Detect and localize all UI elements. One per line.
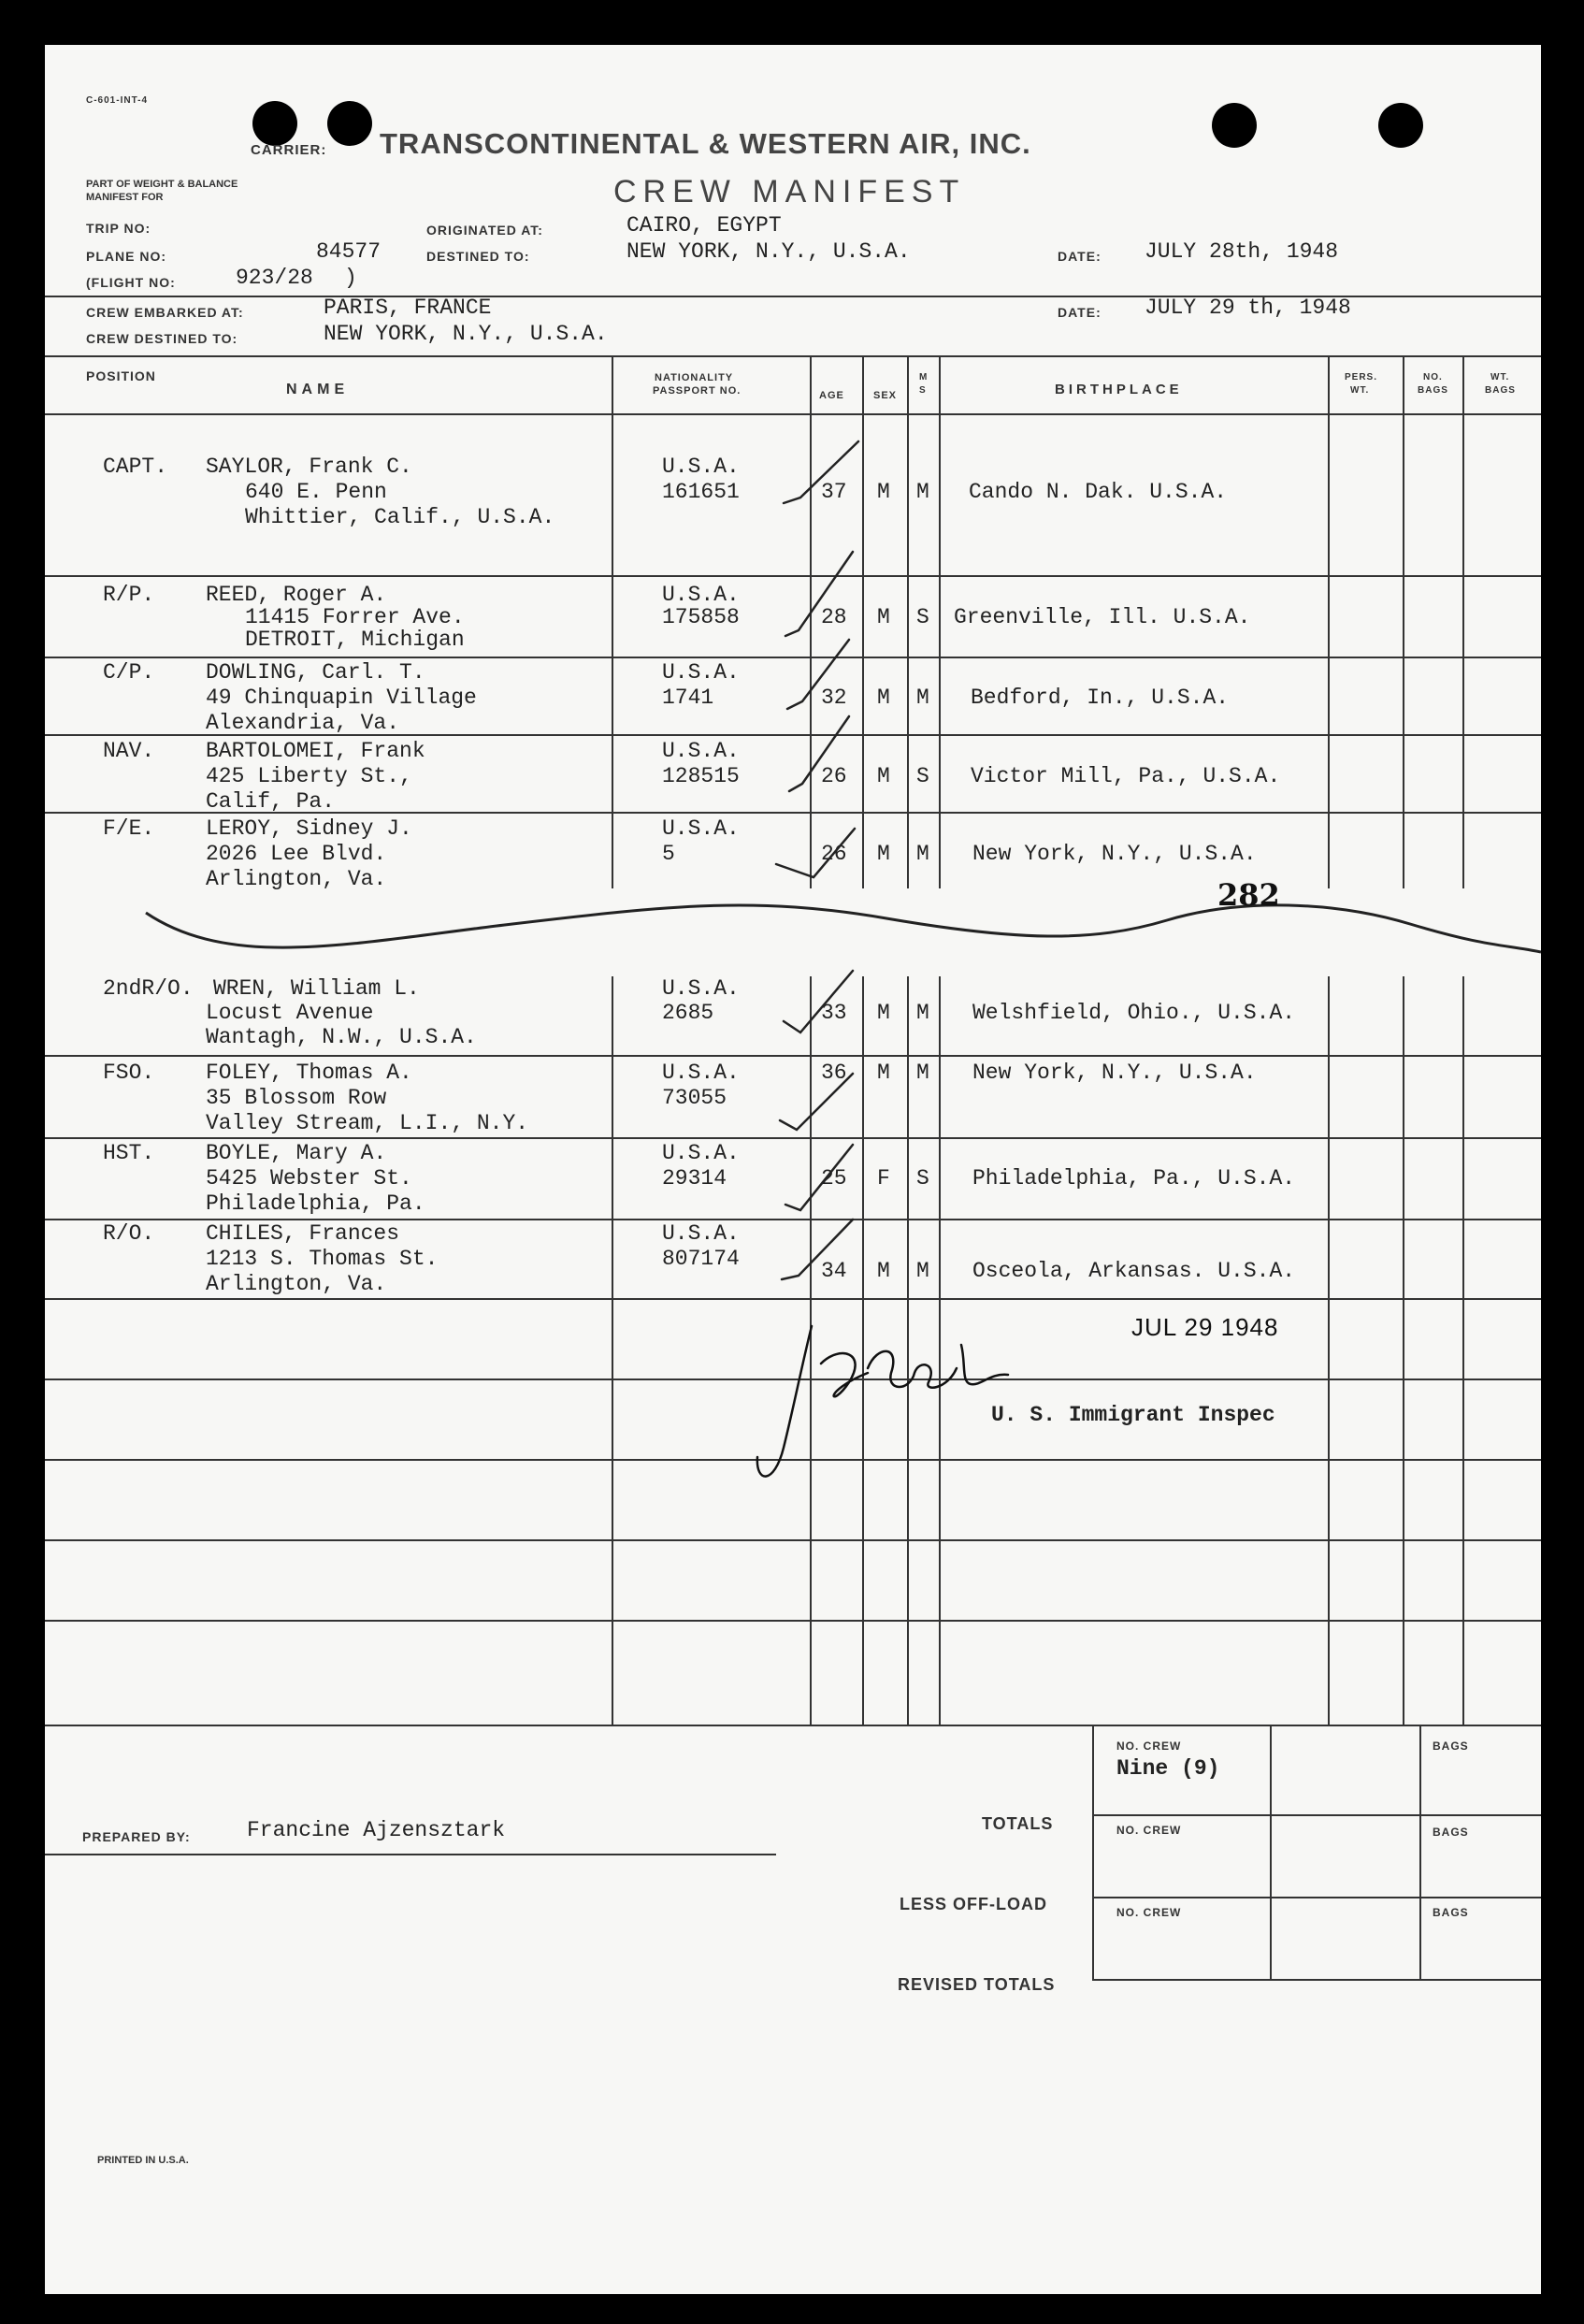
embark-date: JULY 29 th, 1948 bbox=[1145, 296, 1351, 320]
crew-address-1: 49 Chinquapin Village bbox=[206, 686, 477, 710]
revised-totals-label: REVISED TOTALS bbox=[898, 1975, 1056, 1994]
inspector-signature bbox=[737, 1279, 1055, 1504]
crew-marital: S bbox=[916, 764, 929, 788]
col-wt-bags-1: WT. bbox=[1490, 372, 1510, 383]
crew-position: R/P. bbox=[103, 583, 155, 607]
col-passport: PASSPORT NO. bbox=[653, 385, 742, 397]
col-wt-bags-2: BAGS bbox=[1485, 385, 1516, 396]
crew-address-2: Whittier, Calif., U.S.A. bbox=[245, 505, 555, 529]
crew-destined-to: NEW YORK, N.Y., U.S.A. bbox=[324, 322, 608, 346]
col-no-bags-1: NO. bbox=[1423, 372, 1443, 383]
document-title: CREW MANIFEST bbox=[613, 174, 966, 209]
crew-address-1: 425 Liberty St., bbox=[206, 764, 412, 788]
crew-marital: M bbox=[916, 842, 929, 866]
manifest-date: JULY 28th, 1948 bbox=[1145, 239, 1339, 264]
prepared-by: Francine Ajzensztark bbox=[247, 1818, 506, 1842]
crew-position: 2ndR/O. bbox=[103, 976, 194, 1001]
crew-address-2: Valley Stream, L.I., N.Y. bbox=[206, 1111, 529, 1135]
crew-address-2: Calif, Pa. bbox=[206, 789, 336, 814]
crew-passport: 5 bbox=[662, 842, 675, 866]
crew-sex: M bbox=[877, 686, 890, 710]
col-no-bags-2: BAGS bbox=[1418, 385, 1448, 396]
crew-position: R/O. bbox=[103, 1221, 155, 1246]
crew-address-2: Arlington, Va. bbox=[206, 867, 387, 891]
crew-nationality: U.S.A. bbox=[662, 455, 740, 479]
flight-close: ) bbox=[344, 266, 357, 290]
less-offload-label: LESS OFF-LOAD bbox=[900, 1895, 1047, 1913]
crew-nationality: U.S.A. bbox=[662, 976, 740, 1001]
crew-address-1: 640 E. Penn bbox=[245, 480, 387, 504]
crew-age: 32 bbox=[821, 686, 847, 710]
page-number: 282 bbox=[1217, 877, 1280, 913]
crew-passport: 2685 bbox=[662, 1001, 714, 1025]
totals-box-line bbox=[1092, 1979, 1541, 1981]
crew-position: FSO. bbox=[103, 1061, 155, 1085]
crew-name: WREN, William L. bbox=[213, 976, 420, 1001]
crew-sex: M bbox=[877, 1061, 890, 1085]
crew-age: 25 bbox=[821, 1166, 847, 1191]
crew-age: 28 bbox=[821, 605, 847, 629]
crew-nationality: U.S.A. bbox=[662, 739, 740, 763]
crew-nationality: U.S.A. bbox=[662, 1061, 740, 1085]
check-marks bbox=[45, 45, 1541, 1448]
crew-name: SAYLOR, Frank C. bbox=[206, 455, 412, 479]
crew-passport: 128515 bbox=[662, 764, 740, 788]
inspector-title: U. S. Immigrant Inspec bbox=[991, 1403, 1275, 1427]
crew-passport: 161651 bbox=[662, 480, 740, 504]
originated-at: CAIRO, EGYPT bbox=[626, 213, 782, 238]
crew-marital: M bbox=[916, 686, 929, 710]
crew-age: 33 bbox=[821, 1001, 847, 1025]
crew-address-2: Alexandria, Va. bbox=[206, 711, 400, 735]
crew-age: 36 bbox=[821, 1061, 847, 1085]
crew-destined-label: CREW DESTINED TO: bbox=[86, 331, 238, 346]
col-pers-wt-1: PERS. bbox=[1345, 372, 1378, 383]
totals-box-line bbox=[1270, 1726, 1272, 1981]
col-birthplace: BIRTHPLACE bbox=[1055, 382, 1183, 397]
no-crew-label: NO. CREW bbox=[1116, 1739, 1182, 1753]
crew-nationality: U.S.A. bbox=[662, 583, 740, 607]
prepared-label: PREPARED BY: bbox=[82, 1829, 191, 1844]
crew-sex: F bbox=[877, 1166, 890, 1191]
originated-label: ORIGINATED AT: bbox=[426, 223, 543, 238]
crew-birthplace: Greenville, Ill. U.S.A. bbox=[954, 605, 1251, 629]
crew-name: FOLEY, Thomas A. bbox=[206, 1061, 412, 1085]
crew-address-1: 35 Blossom Row bbox=[206, 1086, 387, 1110]
row-divider bbox=[45, 1620, 1541, 1622]
stamp-date: JUL 29 1948 bbox=[1131, 1313, 1279, 1341]
crew-birthplace: Victor Mill, Pa., U.S.A. bbox=[971, 764, 1281, 788]
totals-box-line bbox=[1092, 1897, 1541, 1898]
crew-position: C/P. bbox=[103, 660, 155, 685]
crew-address-1: 11415 Forrer Ave. bbox=[245, 605, 465, 629]
printed-in-usa: PRINTED IN U.S.A. bbox=[97, 2155, 189, 2166]
crew-address-2: DETROIT, Michigan bbox=[245, 628, 465, 652]
crew-birthplace: New York, N.Y., U.S.A. bbox=[972, 1061, 1257, 1085]
crew-address-1: 1213 S. Thomas St. bbox=[206, 1247, 439, 1271]
col-sex: SEX bbox=[873, 390, 898, 401]
crew-birthplace: Bedford, In., U.S.A. bbox=[971, 686, 1230, 710]
col-position: POSITION bbox=[86, 368, 156, 383]
plane-label: PLANE NO: bbox=[86, 249, 166, 264]
crew-address-2: Wantagh, N.W., U.S.A. bbox=[206, 1025, 477, 1049]
crew-sex: M bbox=[877, 842, 890, 866]
crew-birthplace: Osceola, Arkansas. U.S.A. bbox=[972, 1259, 1296, 1283]
crew-passport: 1741 bbox=[662, 686, 714, 710]
destined-to: NEW YORK, N.Y., U.S.A. bbox=[626, 239, 911, 264]
prepared-underline bbox=[45, 1854, 776, 1855]
crew-nationality: U.S.A. bbox=[662, 660, 740, 685]
no-crew-label: NO. CREW bbox=[1116, 1824, 1182, 1837]
row-divider bbox=[45, 1539, 1541, 1541]
crew-nationality: U.S.A. bbox=[662, 1141, 740, 1165]
embarked-label: CREW EMBARKED AT: bbox=[86, 305, 244, 320]
date-label-1: DATE: bbox=[1058, 249, 1102, 264]
crew-age: 34 bbox=[821, 1259, 847, 1283]
crew-passport: 73055 bbox=[662, 1086, 727, 1110]
crew-position: NAV. bbox=[103, 739, 155, 763]
total-crew: Nine (9) bbox=[1116, 1756, 1220, 1781]
crew-passport: 807174 bbox=[662, 1247, 740, 1271]
crew-marital: M bbox=[916, 480, 929, 504]
col-ms-s: S bbox=[919, 385, 927, 396]
crew-nationality: U.S.A. bbox=[662, 816, 740, 841]
crew-position: F/E. bbox=[103, 816, 155, 841]
crew-sex: M bbox=[877, 1001, 890, 1025]
carrier-label: CARRIER: bbox=[251, 142, 327, 158]
form-code: C-601-INT-4 bbox=[86, 95, 149, 106]
bags-label: BAGS bbox=[1433, 1739, 1469, 1753]
crew-age: 26 bbox=[821, 842, 847, 866]
crew-name: BARTOLOMEI, Frank bbox=[206, 739, 425, 763]
crew-address-2: Arlington, Va. bbox=[206, 1272, 387, 1296]
bags-label: BAGS bbox=[1433, 1906, 1469, 1919]
crew-age: 37 bbox=[821, 480, 847, 504]
bags-label: BAGS bbox=[1433, 1826, 1469, 1839]
crew-marital: M bbox=[916, 1001, 929, 1025]
crew-name: REED, Roger A. bbox=[206, 583, 387, 607]
crew-position: HST. bbox=[103, 1141, 155, 1165]
plane-number: 84577 bbox=[316, 239, 382, 264]
col-age: AGE bbox=[819, 390, 844, 401]
crew-marital: S bbox=[916, 605, 929, 629]
crew-birthplace: Cando N. Dak. U.S.A. bbox=[969, 480, 1228, 504]
part-note-2: MANIFEST FOR bbox=[86, 192, 164, 203]
crew-address-1: 2026 Lee Blvd. bbox=[206, 842, 387, 866]
totals-box-line bbox=[1419, 1726, 1421, 1981]
col-name: NAME bbox=[286, 382, 350, 397]
crew-name: BOYLE, Mary A. bbox=[206, 1141, 387, 1165]
col-pers-wt-2: WT. bbox=[1350, 385, 1370, 396]
row-divider bbox=[45, 1725, 1541, 1726]
crew-birthplace: Welshfield, Ohio., U.S.A. bbox=[972, 1001, 1296, 1025]
crew-passport: 29314 bbox=[662, 1166, 727, 1191]
no-crew-label: NO. CREW bbox=[1116, 1906, 1182, 1919]
manifest-sheet bbox=[45, 45, 1541, 2294]
totals-label: TOTALS bbox=[982, 1814, 1054, 1833]
crew-embarked-at: PARIS, FRANCE bbox=[324, 296, 492, 320]
crew-position: CAPT. bbox=[103, 455, 168, 479]
flight-label: (FLIGHT NO: bbox=[86, 275, 176, 290]
crew-birthplace: Philadelphia, Pa., U.S.A. bbox=[972, 1166, 1296, 1191]
crew-name: DOWLING, Carl. T. bbox=[206, 660, 425, 685]
flight-number: 923/28 bbox=[236, 266, 313, 290]
totals-box-line bbox=[1092, 1726, 1094, 1981]
col-nationality: NATIONALITY bbox=[655, 372, 734, 383]
crew-address-2: Philadelphia, Pa. bbox=[206, 1191, 425, 1216]
crew-sex: M bbox=[877, 764, 890, 788]
crew-marital: S bbox=[916, 1166, 929, 1191]
totals-box-line bbox=[1092, 1814, 1541, 1816]
crew-sex: M bbox=[877, 480, 890, 504]
crew-age: 26 bbox=[821, 764, 847, 788]
crew-birthplace: New York, N.Y., U.S.A. bbox=[972, 842, 1257, 866]
crew-name: LEROY, Sidney J. bbox=[206, 816, 412, 841]
crew-marital: M bbox=[916, 1259, 929, 1283]
crew-sex: M bbox=[877, 1259, 890, 1283]
col-ms-m: M bbox=[919, 372, 929, 383]
crew-marital: M bbox=[916, 1061, 929, 1085]
crew-address-1: 5425 Webster St. bbox=[206, 1166, 412, 1191]
signature-text bbox=[980, 1335, 984, 1336]
part-note-1: PART OF WEIGHT & BALANCE bbox=[86, 179, 238, 190]
trip-label: TRIP NO: bbox=[86, 221, 151, 236]
crew-name: CHILES, Frances bbox=[206, 1221, 400, 1246]
destined-label: DESTINED TO: bbox=[426, 249, 530, 264]
carrier-name: TRANSCONTINENTAL & WESTERN AIR, INC. bbox=[380, 127, 1031, 160]
crew-nationality: U.S.A. bbox=[662, 1221, 740, 1246]
date-label-2: DATE: bbox=[1058, 305, 1102, 320]
crew-address-1: Locust Avenue bbox=[206, 1001, 374, 1025]
crew-passport: 175858 bbox=[662, 605, 740, 629]
crew-sex: M bbox=[877, 605, 890, 629]
